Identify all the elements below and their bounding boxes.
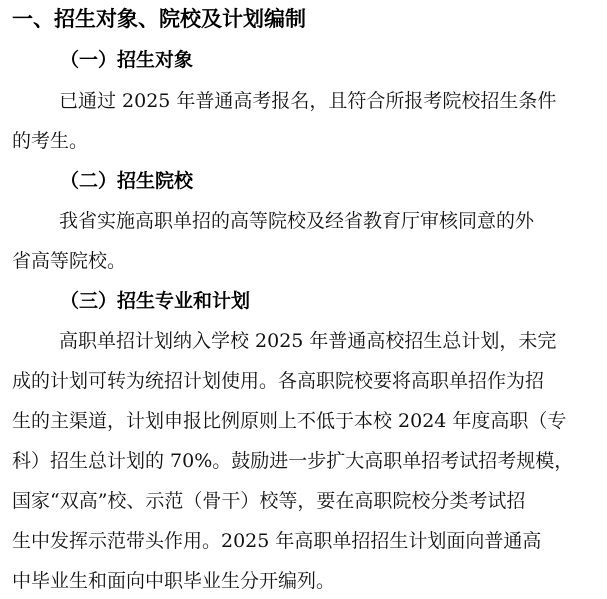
paragraph-line: 高职单招计划纳入学校 2025 年普通高校招生总计划，未完	[59, 330, 557, 352]
subsection-heading-schools: （二）招生院校	[60, 170, 194, 192]
paragraph-line: 省高等院校。	[12, 250, 127, 272]
paragraph-line: 国家“双高”校、示范（骨干）校等，要在高职院校分类考试招	[12, 490, 526, 512]
paragraph-line: 生的主渠道，计划申报比例原则上不低于本校 2024 年度高职（专	[12, 410, 567, 432]
paragraph-line: 生中发挥示范带头作用。2025 年高职单招招生计划面向普通高	[12, 530, 542, 552]
subsection-heading-plan: （三）招生专业和计划	[60, 290, 251, 312]
subsection-heading-target: （一）招生对象	[60, 49, 194, 71]
paragraph-line: 科）招生总计划的 70%。鼓励进一步扩大高职单招考试招考规模，	[12, 450, 574, 472]
paragraph-line: 中毕业生和面向中职毕业生分开编列。	[12, 570, 336, 592]
section-title: 一、招生对象、院校及计划编制	[12, 7, 306, 31]
paragraph-line: 我省实施高职单招的高等院校及经省教育厅审核同意的外	[59, 210, 535, 232]
paragraph-line: 的考生。	[12, 130, 89, 152]
paragraph-line: 已通过 2025 年普通高考报名，且符合所报考院校招生条件	[59, 90, 557, 112]
paragraph-line: 成的计划可转为统招计划使用。各高职院校要将高职单招作为招	[12, 370, 545, 392]
